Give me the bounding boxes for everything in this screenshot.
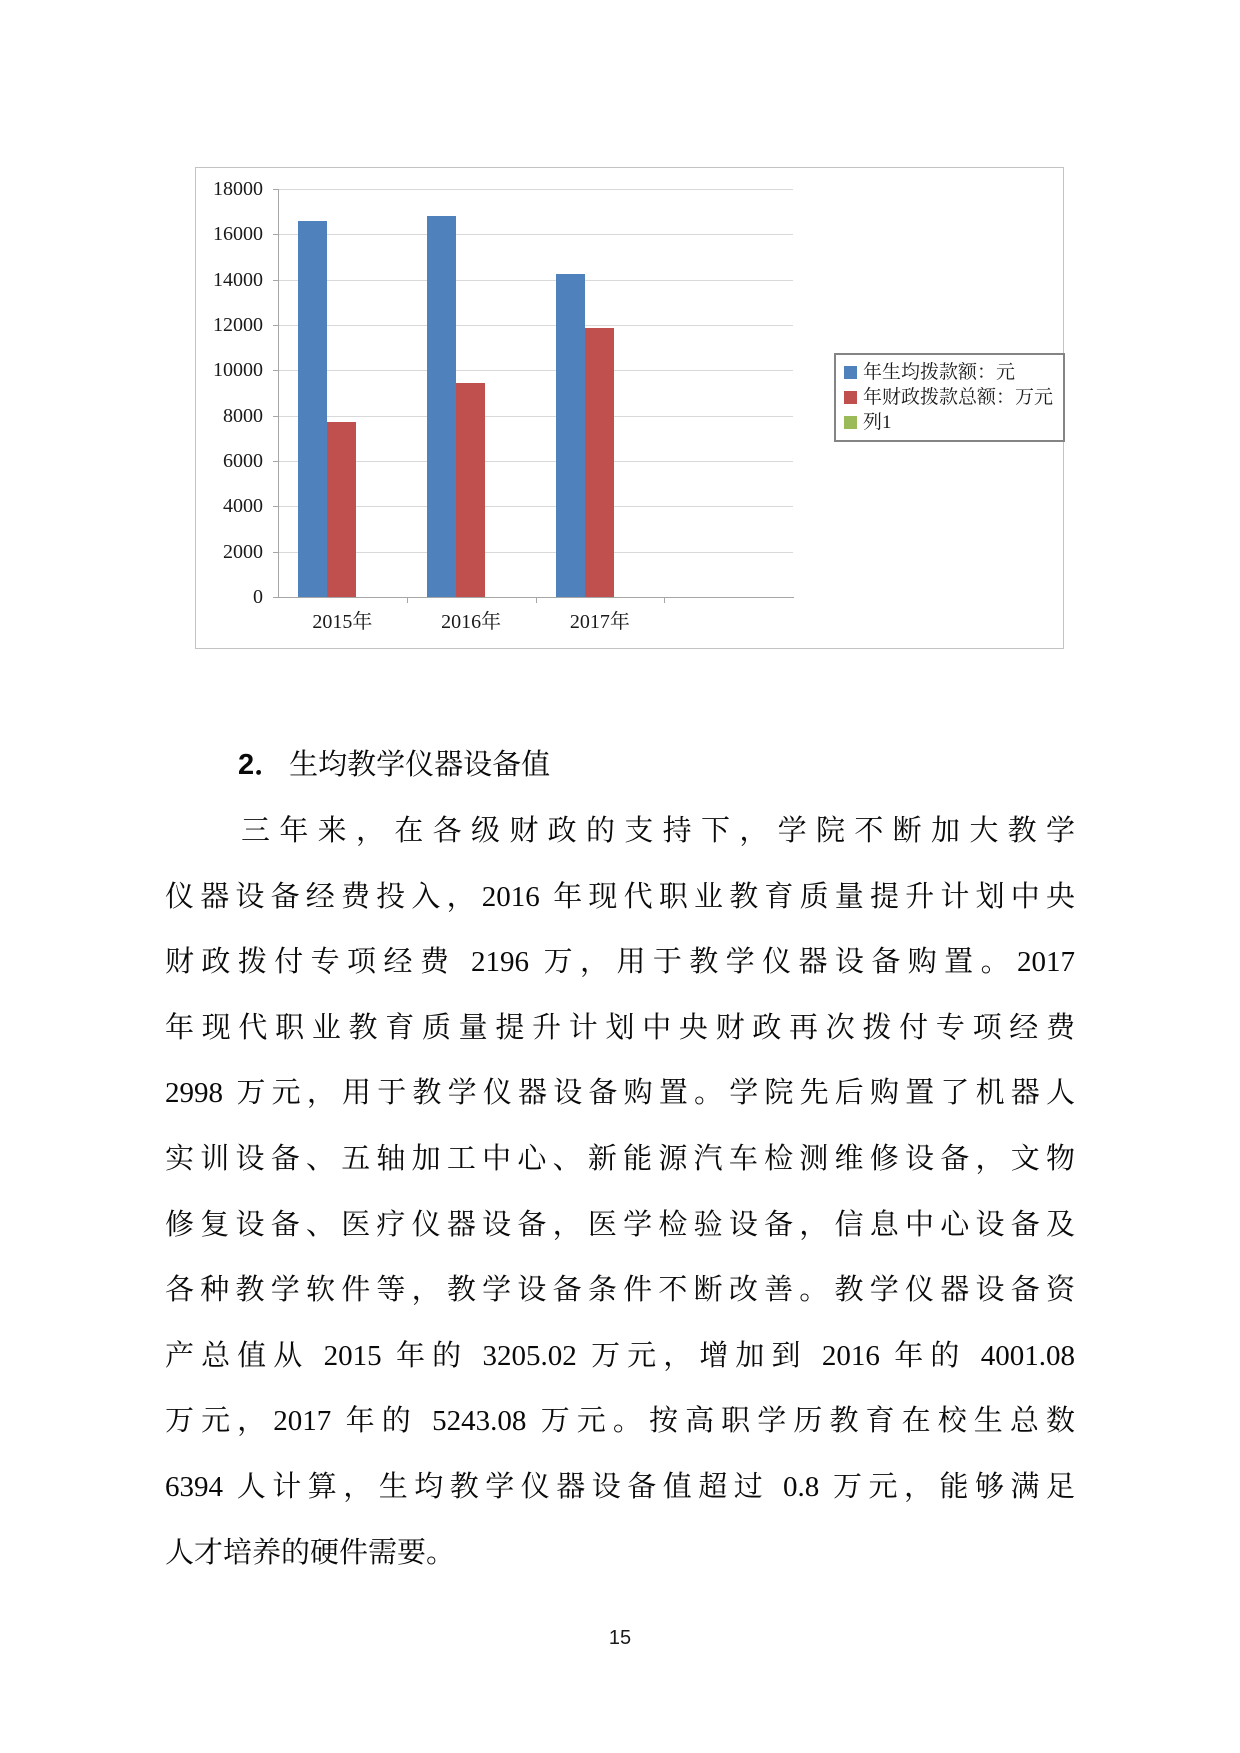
paragraph-line: 人才培养的硬件需要。 — [165, 1536, 456, 1569]
y-axis-tick — [273, 234, 278, 235]
x-axis-category-label: 2015年 — [312, 611, 373, 633]
x-axis-category-label: 2017年 — [569, 611, 630, 633]
y-axis-tick — [273, 280, 278, 281]
gridline — [279, 552, 793, 553]
legend-label: 列1 — [863, 411, 892, 433]
x-axis-tick — [407, 597, 408, 603]
gridline — [279, 234, 793, 235]
paragraph-line: 各种教学软件等，教学设备条件不断改善。教学仪器设备资 — [165, 1274, 1075, 1307]
y-axis-tick-label: 2000 — [223, 540, 263, 563]
gridline — [279, 461, 793, 462]
paragraph-line: 万元，2017 年的 5243.08 万元。按高职学历教育在校生总数 — [165, 1405, 1075, 1438]
section-heading-number: 2． — [238, 749, 284, 781]
bar-series0-2015年 — [298, 221, 327, 597]
legend-swatch — [844, 366, 857, 379]
bar-series1-2015年 — [327, 422, 356, 597]
legend-item — [844, 387, 1063, 409]
y-axis-tick-label: 10000 — [213, 359, 263, 382]
legend-swatch — [844, 391, 857, 404]
y-axis-tick-label: 16000 — [213, 223, 263, 246]
y-axis-tick-label: 6000 — [223, 450, 263, 472]
y-axis-tick — [273, 506, 278, 507]
y-axis-tick-label: 0 — [253, 586, 263, 608]
paragraph-line: 产总值从 2015 年的 3205.02 万元，增加到 2016 年的 4001.08 — [165, 1339, 1075, 1372]
y-axis-tick — [273, 325, 278, 326]
y-axis-tick — [273, 461, 278, 462]
y-axis-tick — [273, 552, 278, 553]
paragraph-line: 三年来，在各级财政的支持下，学院不断加大教学 — [241, 815, 1075, 847]
paragraph-line: 6394 人计算，生均教学仪器设备值超过 0.8 万元，能够满足 — [165, 1470, 1075, 1503]
gridline — [279, 325, 793, 326]
legend-label: 年生均拨款额：元 — [863, 361, 1016, 383]
bar-series1-2016年 — [456, 383, 485, 597]
legend-item — [844, 412, 1063, 434]
body-paragraph — [165, 799, 1075, 1586]
paragraph-line: 仪器设备经费投入，2016 年现代职业教育质量提升计划中央 — [165, 880, 1075, 913]
y-axis-tick-label: 14000 — [213, 268, 263, 291]
paragraph-line: 年现代职业教育质量提升计划中央财政再次拨付专项经费 — [165, 1011, 1075, 1044]
y-axis-tick-label: 8000 — [223, 404, 263, 427]
y-axis-tick — [273, 189, 278, 190]
bar-series0-2017年 — [556, 274, 585, 597]
bar-chart — [195, 167, 1064, 649]
chart-legend — [834, 353, 1065, 442]
paragraph-line: 2998 万元，用于教学仪器设备购置。学院先后购置了机器人 — [165, 1077, 1075, 1110]
legend-swatch — [844, 416, 857, 429]
gridline — [279, 506, 793, 507]
gridline — [279, 416, 793, 417]
y-axis-line — [278, 189, 279, 597]
x-axis-tick — [664, 597, 665, 603]
gridline — [279, 189, 793, 190]
bar-series0-2016年 — [427, 216, 456, 597]
section-heading-text: 生均教学仪器设备值 — [289, 749, 551, 781]
x-axis-tick — [536, 597, 537, 603]
x-axis-category-label: 2016年 — [441, 611, 502, 633]
y-axis-tick-label: 12000 — [213, 314, 263, 336]
y-axis-tick — [273, 416, 278, 417]
paragraph-line: 修复设备、医疗仪器设备，医学检验设备，信息中心设备及 — [165, 1208, 1075, 1241]
page-number: 15 — [608, 1627, 632, 1649]
y-axis-tick — [273, 597, 278, 598]
y-axis-tick-label: 18000 — [213, 178, 263, 200]
bar-series1-2017年 — [585, 328, 614, 597]
legend-item — [844, 362, 1063, 384]
y-axis-tick — [273, 370, 278, 371]
gridline — [279, 370, 793, 371]
paragraph-line: 实训设备、五轴加工中心、新能源汽车检测维修设备，文物 — [165, 1142, 1075, 1175]
paragraph-line: 财政拨付专项经费 2196 万，用于教学仪器设备购置。2017 — [165, 946, 1075, 979]
legend-label: 年财政拨款总额：万元 — [863, 386, 1054, 408]
gridline — [279, 280, 793, 281]
y-axis-tick-label: 4000 — [223, 495, 263, 518]
section-heading — [238, 749, 550, 781]
